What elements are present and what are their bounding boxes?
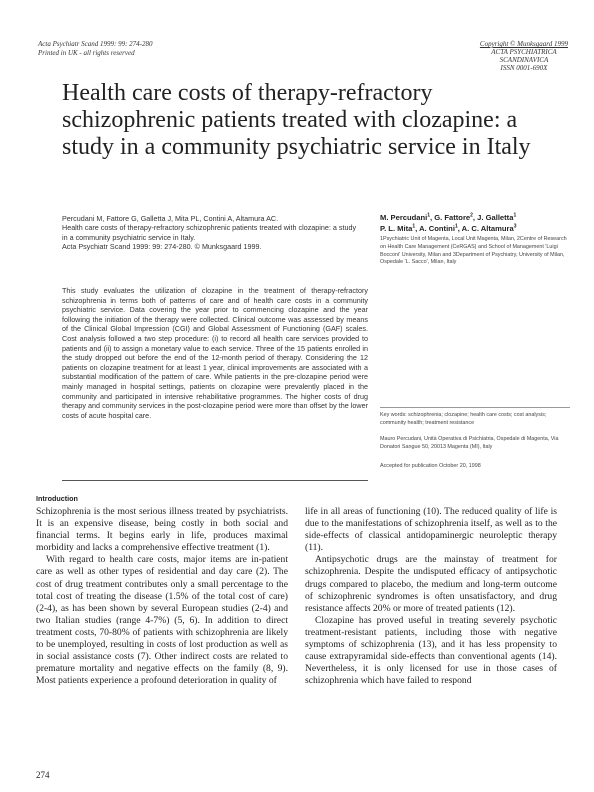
citation-block <box>62 214 362 251</box>
affiliation-mark: 1 <box>454 223 458 230</box>
author-name: , G. Fattore <box>430 213 471 222</box>
journal-name-line2: SCANDINAVICA <box>499 56 549 64</box>
affiliation-mark: 3 <box>513 223 517 230</box>
section-heading: Introduction <box>36 494 78 503</box>
sidebar-divider <box>380 407 570 408</box>
issn-line: ISSN 0001-690X <box>500 64 548 72</box>
copyright-line: Copyright © Munksgaard 1999 <box>479 40 568 48</box>
body-column-left <box>36 506 288 687</box>
author-line-1 <box>380 212 570 223</box>
correspondence: Mauro Percudani, Unità Operativa di Psichiatria, Ospedale di Magenta, Via Donatori Sangue 50, 20013 Magenta (MI), Italy <box>380 436 559 450</box>
author-list <box>380 212 570 234</box>
citation-text: Health care costs of therapy-refractory schizophrenic patients treated with clozapine: a study in a community psychiatric service in Italy. <box>62 223 357 242</box>
affiliation-mark: 1 <box>412 223 416 230</box>
affiliations: 1Psychiatric Unit of Magenta, Local Unit Magenta, Milan, 2Centre of Research on Health Care Management (CeRGAS) and School of Management 'Luigi Bocconi' University, Milan and 3Department of Psychiatry, University of Milan, Ospedale 'L. Sacco', Milan, Italy <box>380 236 567 266</box>
accepted-date: Accepted for publication October 20, 1998 <box>380 463 481 469</box>
affiliation-mark: 2 <box>470 212 473 219</box>
abstract-divider <box>62 480 368 481</box>
author-line-2 <box>380 223 570 234</box>
journal-header <box>38 40 153 58</box>
article-title: Health care costs of therapy-refractory schizophrenic patients treated with clozapine: a study in a community psychiatric service in Italy <box>62 80 531 160</box>
author-name: , J. Galletta <box>472 213 514 222</box>
paragraph: Clozapine has proved useful in treating severely psychotic treatment-resistant patients, including those with negative symptoms of schizophrenia (13), and it has less propensity to cause extrapyramidal side-effects than conventional agents (14). Nevertheless, it is only licensed for use in those cases of schizophrenia which have failed to respond <box>305 614 557 687</box>
printed-line: Printed in UK - all rights reserved <box>38 49 135 57</box>
keywords: Key words: schizophrenia; clozapine; health care costs; cost analysis; community health; treatment resistance <box>380 412 547 426</box>
paragraph: With regard to health care costs, major items are in-patient care as well as other types of residential and day care (2). The cost of drug treatment contributes only a small percentage to the total cost of treating the disease (1.5% of the total cost of care) (2-4), as has been shown by several European studies (2-4) and two Italian studies (range 4-7%) (5, 6). In addition to direct treatment costs, 70-80% of patients with schizophrenia are likely to be unemployed, resulting in costs of lost production as well as in social assistance costs (7). Other indirect costs are related to premature mortality and negative effects on the family (8, 9). Most patients experience a profound deterioration in quality of <box>36 554 288 687</box>
affiliation-mark: 1 <box>513 212 517 219</box>
abstract: This study evaluates the utilization of clozapine in the treatment of therapy-refractory schizophrenia in terms both of patterns of care and of health care costs in a community psychiatric service. Data covering the year prior to commencing clozapine and the year following the initiation of the therapy were collected. Clinical outcome was assessed by means of the Clinical Global Impression (CGI) and Global Assessment of Functioning (GAF) scales. Cost analysis followed a two step procedure: (i) to record all health care services provided to patients and (ii) to assign a monetary value to each service. Three of the 15 patients enrolled in the study dropped out before the end of the 12-month period of therapy. Considering the 12 patients on clozapine treatment for at least 1 year, clinical improvements are associated with a substantial modification of the pattern of care. While patients in the pre-clozapine period were mainly managed in hospital settings, patients on clozapine were prevalently placed in the community and participated in intensive rehabilitative programmes. The higher costs of drug therapy and community services in the post-clozapine period were more than offset by the lower costs of acute hospital care. <box>62 286 368 420</box>
paragraph: Antipsychotic drugs are the mainstay of treatment for schizophrenia. Despite the undisputed efficacy of antipsychotic drugs compared to placebo, the medium and long-term outcome of schizophrenic syndromes is often unsatisfactory, and drug resistance affects 20% or more of treated patients (12). <box>305 554 557 614</box>
affiliation-mark: 1 <box>427 212 431 219</box>
journal-citation-line: Acta Psychiatr Scand 1999: 99: 274-280 <box>38 40 153 48</box>
author-name: M. Percudani <box>380 213 428 222</box>
publisher-header <box>480 40 568 72</box>
paragraph: Schizophrenia is the most serious illness treated by psychiatrists. It is an expensive disease, being costly in both social and financial terms. It begins early in life, produces maximal morbidity and lacks a comprehensive effective treatment (1). <box>36 506 288 554</box>
body-column-right <box>305 506 557 687</box>
page-number: 274 <box>36 770 50 780</box>
paragraph: life in all areas of functioning (10). The reduced quality of life is due to the manifestations of schizophrenia itself, as well as to the side-effects of classical antidopaminergic neuroleptic therapy (11). <box>305 506 557 554</box>
author-name: , A. Contini <box>415 224 455 233</box>
citation-journal: Acta Psychiatr Scand 1999: 99: 274-280. © Munksgaard 1999. <box>62 241 262 251</box>
journal-name-line1: ACTA PSYCHIATRICA <box>491 48 557 56</box>
author-name: , A. C. Altamura <box>457 224 514 233</box>
citation-authors: Percudani M, Fattore G, Galletta J, Mita PL, Contini A, Altamura AC. <box>62 214 279 223</box>
author-name: P. L. Mita <box>380 224 413 233</box>
